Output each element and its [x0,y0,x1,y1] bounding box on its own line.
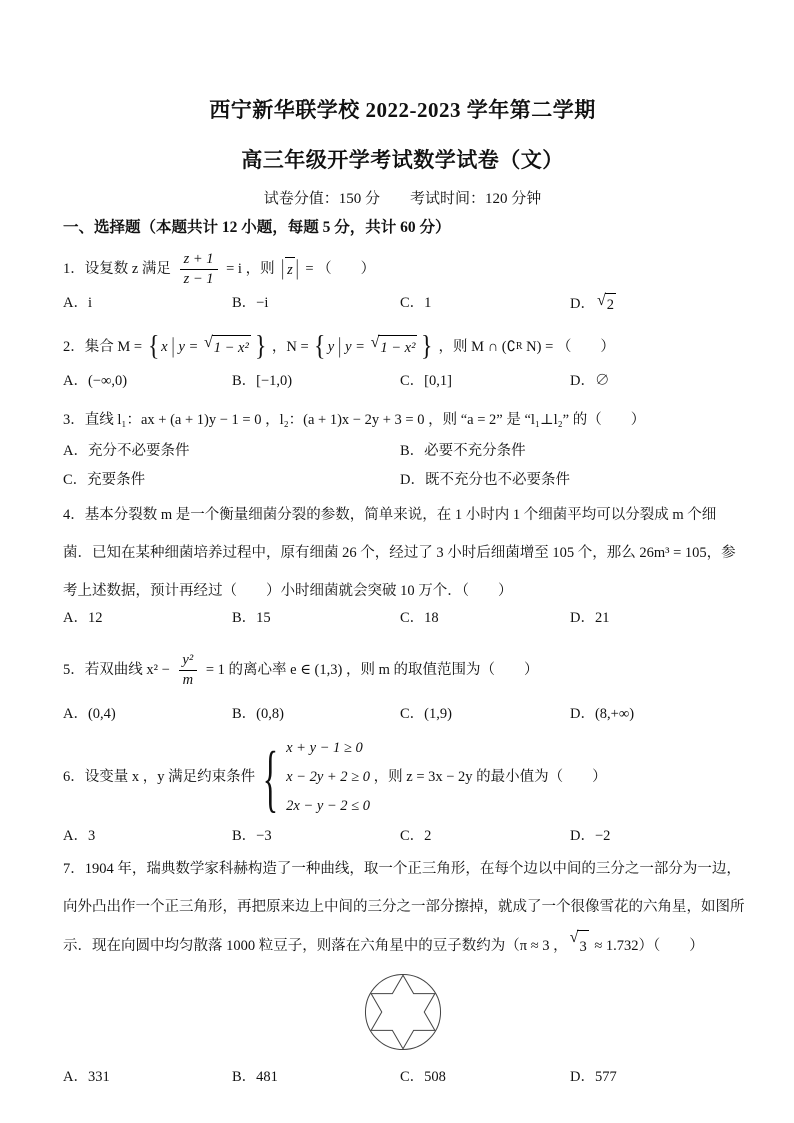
question-1-options [63,293,742,315]
q6-tail-text: ，则 z = 3x − 2y 的最小值为（ ） [370,769,607,786]
q6-option-b: B．−3 [232,828,272,845]
set1-variable: x [161,339,168,356]
q6-lead-text: 6．设变量 x ，y 满足约束条件 [63,769,259,786]
section-heading: 一、选择题（本题共计 12 小题，每题 5 分，共计 60 分） [63,219,451,236]
question-7-options [63,1067,742,1087]
set1-condition: y = [178,339,202,356]
q4-option-d: D．21 [570,610,610,627]
radical-argument: 1 − x² [212,335,251,359]
question-3-stem: 3．直线 l₁：ax + (a + 1)y − 1 = 0 ，l₂：(a + 1)x − 2y + 3 = 0 ，则 “a = 2” 是 “l₁⊥l₂” 的（ ） [63,412,646,429]
q2-mid-text: ，则 M ∩ (∁ [434,339,516,356]
set2-variable: y [327,339,335,356]
question-6-options [63,826,742,846]
q1-z-conjugate: z [285,257,295,281]
question-4-line-1: 4．基本分裂数 m 是一个衡量细菌分裂的参数，简单来说，在 1 小时内 1 个细菌平均可以分裂成 m 个细 [63,507,717,524]
q6-option-c: C．2 [400,828,432,845]
set2-divider-bar: | [338,335,342,360]
q7-line3-post: ≈ 1.732）（ ） [590,938,704,955]
q2-between-text: ，N = [268,339,313,356]
q5-lead-text: 5．若双曲线 x² − [63,662,174,679]
q3-option-b: B．必要不充分条件 [400,443,526,460]
q7-option-c: C．508 [400,1069,446,1086]
q2-option-a: A．(−∞,0) [63,373,128,390]
q6-option-d: D．−2 [570,828,611,845]
q3-option-a: A．充分不必要条件 [63,443,190,460]
q5-tail-text: = 1 的离心率 e ∈ (1,3) ，则 m 的取值范围为（ ） [202,662,539,679]
abs-bar-right: | [295,256,299,282]
q6-constraint-2: x − 2y + 2 ≥ 0 [286,769,371,786]
q7-radical [570,930,589,962]
question-3-options [63,441,742,490]
question-5-stem [63,644,742,696]
q1-option-b: B．−i [232,295,269,312]
question-4-options [63,608,742,628]
question-2-stem [63,333,742,361]
radical-sign: √ [203,334,213,352]
system-brace: { [262,735,279,820]
radical-argument: 2 [605,293,616,315]
abs-bar-left: | [281,256,285,282]
six-pointed-star-in-circle-icon [357,966,449,1058]
q1-fraction [180,251,218,287]
set1-close-brace: } [254,331,267,363]
set2-condition: y = [345,339,369,356]
radical-argument: 1 − x² [378,335,417,359]
question-4-line-3: 考上述数据，预计再经过（ ）小时细菌就会突破 10 万个．（ ） [63,583,513,600]
q1-option-d [570,293,742,315]
question-7-line-2: 向外凸出作一个正三角形，再把原来边上中间的三分之一部分擦掉，就成了一个很像雪花的六角星，如图所 [63,899,745,916]
set2-radical [371,335,418,359]
q1-abs-value [280,257,299,281]
set1-divider-bar: | [171,335,175,360]
radical-sign: √ [596,292,606,310]
complement-subscript-R: R [515,341,523,353]
radical-sign: √ [370,334,380,352]
q5-option-d: D．(8,+∞) [570,706,635,723]
q2-option-c: C．[0,1] [400,373,452,390]
set1-open-brace: { [147,331,160,363]
q1-option-a: A．i [63,295,92,312]
exam-subtitle: 高三年级开学考试数学试卷（文） [241,148,564,172]
q5-option-a: A．(0,4) [63,706,116,723]
set1-radical [204,335,251,359]
q5-fraction [178,652,197,688]
q3-option-d: D．既不充分也不必要条件 [400,472,570,489]
question-2-options [63,371,742,391]
q7-option-d: D．577 [570,1069,617,1086]
q6-option-a: A．3 [63,828,96,845]
q5-fraction-numerator: y² [182,652,194,669]
q1-fraction-numerator: z + 1 [183,251,214,267]
question-5-options [63,704,742,724]
question-4-line-2: 菌．已知在某种细菌培养过程中，原有细菌 26 个，经过了 3 小时后细菌增至 105 个，那么 26m³ = 105，参 [63,545,736,562]
q7-option-a: A．331 [63,1069,110,1086]
radical-argument: 3 [577,930,588,962]
q6-constraint-1: x + y − 1 ≥ 0 [286,740,363,757]
question-7-line-3 [63,930,742,962]
question-1-stem [63,251,742,287]
q5-option-b: B．(0,8) [232,706,284,723]
q1-option-d-radical [597,293,616,315]
q2-option-b: B．[−1,0) [232,373,293,390]
question-7-line-1: 7．1904 年，瑞典数学家科赫构造了一种曲线，取一个正三角形，在每个边以中间的三分之一部分为一边， [63,861,741,878]
set2-close-brace: } [421,331,433,363]
q7-option-b: B．481 [232,1069,278,1086]
q4-option-c: C．18 [400,610,439,627]
q4-option-b: B．15 [232,610,271,627]
radical-sign: √ [569,929,579,947]
set2-open-brace: { [314,331,326,363]
q1-lead-text: 1．设复数 z 满足 [63,261,175,278]
q1-option-c: C．1 [400,295,432,312]
q7-line3-pre: 示．现在向圆中均匀散落 1000 粒豆子，则落在六角星中的豆子数约为（π ≈ 3 ， [63,938,568,955]
q6-constraint-3: 2x − y − 2 ≤ 0 [286,798,371,815]
q2-tail-text: N) = （ ） [522,339,615,356]
q6-constraint-system [286,737,370,817]
q1-option-d-label: D． [570,296,595,313]
q2-option-d: D．∅ [570,373,610,390]
q1-mid-text: = i ，则 [222,261,279,278]
exam-title: 西宁新华联学校 2022-2023 学年第二学期 [209,98,596,122]
q5-fraction-denominator: m [179,670,197,689]
q4-option-a: A．12 [63,610,103,627]
q5-option-c: C．(1,9) [400,706,452,723]
koch-star-figure [63,966,742,1063]
q1-fraction-denominator: z − 1 [180,269,218,288]
exam-info-line: 试卷分值：150 分 考试时间：120 分钟 [263,191,542,207]
q2-lead-text: 2．集合 M = [63,339,146,356]
q1-tail-text: = （ ） [301,261,376,278]
q3-option-c: C．充要条件 [63,472,146,489]
question-6-stem [63,734,742,820]
